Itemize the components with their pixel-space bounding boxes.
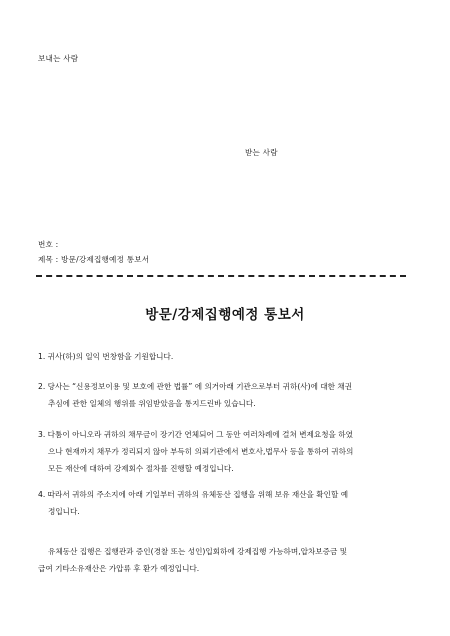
item-4-line-2: 정입니다. xyxy=(48,507,80,516)
item-2 xyxy=(38,378,416,412)
closing-line-2: 급여 기타소유재산은 가압류 후 환가 예정입니다. xyxy=(38,564,200,573)
item-3-line-2: 으나 현재까지 채무가 정리되지 않아 부득히 의뢰기관에서 변호사,법무사 등을 통하여 귀하의 xyxy=(48,447,354,456)
receiver-label: 받는 사람 xyxy=(245,148,278,157)
document-number-label: 번호 : xyxy=(38,240,59,249)
sender-label: 보내는 사람 xyxy=(38,54,79,63)
item-4-line-1: 4. 따라서 귀하의 주소지에 아래 기일부터 귀하의 유체동산 집행을 위해 보유 재산을 확인할 예 xyxy=(38,490,349,499)
item-1-line-1: 1. 귀사(하)의 일익 번창함을 기원합니다. xyxy=(38,352,174,361)
item-3-line-1: 3. 다툼이 아니오라 귀하의 채무금이 장기간 연체되어 그 동안 여러차례에 걸쳐 변제요청을 하였 xyxy=(38,430,353,439)
item-3 xyxy=(38,426,416,477)
closing-line-1: 유체동산 집행은 집행관과 증인(경찰 또는 성인)입회하에 강제집행 가능하며,압차보증금 및 xyxy=(48,547,348,556)
item-3-line-3: 모든 재산에 대하여 강제회수 절차를 진행할 예정입니다. xyxy=(48,464,234,473)
document-title: 방문/강제집행예정 통보서 xyxy=(145,307,305,323)
item-1 xyxy=(38,348,416,365)
subject-line: 제목 : 방문/강제집행예정 통보서 xyxy=(38,255,150,264)
separator-line xyxy=(36,275,406,277)
item-4 xyxy=(38,486,416,520)
item-2-line-2: 추심에 관한 일체의 행위를 위임받았음을 통지드린바 있습니다. xyxy=(48,399,256,408)
closing-paragraph xyxy=(38,543,418,577)
item-2-line-1: 2. 당사는 “신용정보이용 및 보호에 관한 법률” 에 의거아래 기관으로부터 귀하(사)에 대한 채권 xyxy=(38,382,353,391)
